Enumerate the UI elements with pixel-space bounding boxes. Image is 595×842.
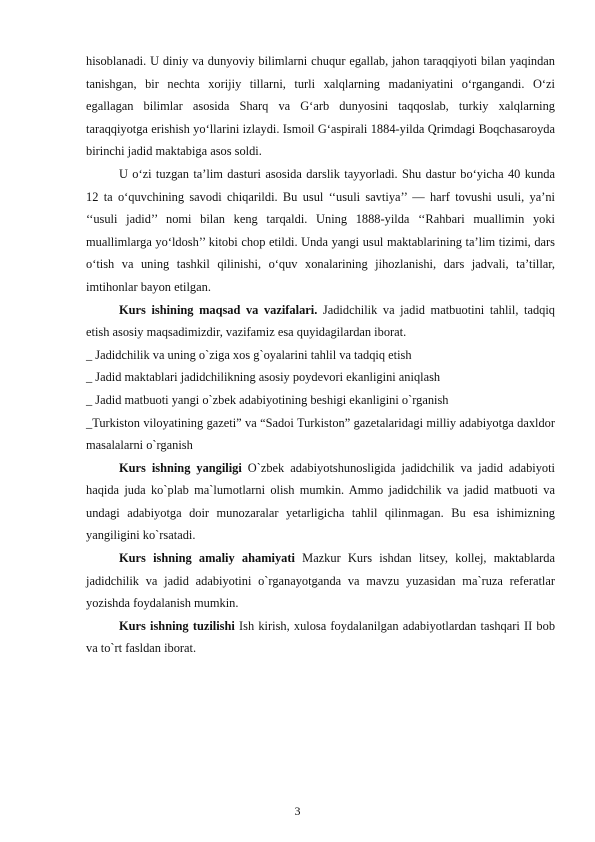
structure-heading: Kurs ishning tuzilishi (119, 618, 235, 633)
paragraph-curriculum (86, 163, 555, 299)
list-item-text: _ Jadid matbuoti yangi o`zbek adabiyotining beshigi ekanligini o`rganish (86, 392, 449, 407)
paragraph-text: Ish kirish, xulosa foydalanilgan adabiyotlardan tashqari II bob va to`rt fasldan iborat. (86, 618, 556, 656)
paragraph-goals (86, 299, 555, 344)
list-item (86, 412, 555, 457)
list-item (86, 366, 555, 389)
goals-heading: Kurs ishining maqsad va vazifalari. (119, 302, 318, 317)
list-item-text: _ Jadidchilik va uning o`ziga xos g`oyalarini tahlil va tadqiq etish (86, 347, 412, 362)
list-item (86, 389, 555, 412)
paragraph-structure (86, 615, 555, 660)
paragraph-novelty (86, 457, 555, 547)
body-text (86, 50, 555, 660)
list-item-text: _Turkiston viloyatining gazeti” va “Sadoi Turkiston” gazetalaridagi milliy adabiyotga daxldor masalalarni o`rganish (86, 415, 555, 453)
list-item-text: _ Jadid maktablari jadidchilikning asosiy poydevori ekanligini aniqlash (86, 370, 441, 385)
practical-heading: Kurs ishning amaliy ahamiyati (119, 551, 295, 566)
paragraph-text: Mazkur Kurs ishdan litsey, kollej, maktablarda jadidchilik va jadid adabiyotini o`rganayotganda va mavzu yuzasidan ma`ruza referatlar yozishda foydalanish mumkin. (86, 551, 555, 611)
list-item (86, 344, 555, 367)
paragraph-text: hisoblanadi. U diniy va dunyoviy bilimlarni chuqur egallab, jahon taraqqiyoti bilan yaqindan tanishgan, bir nechta xorijiy tillarni, turli xalqlarning madaniyatini o‘rgangandi. O‘zi egallagan bilimlar asosida Sharq va G‘arb dunyosini taqqoslab, turkiy xalqlarning taraqqiyotga erishish yo‘llarini izlaydi. Ismoil G‘aspirali 1884-yilda Qrimdagi Boqchasaroyda birinchi jadid maktabiga asos soldi. (86, 54, 555, 159)
paragraph-intro (86, 50, 555, 163)
paragraph-text: O`zbek adabiyotshunosligida jadidchilik va jadid adabiyoti haqida juda ko`plab ma`lumotlarni olish mumkin. Ammo jadidchilik va jadid matbuoti va undagi adabiyotga doir munozaralar yetarligicha tahlil qilinmagan. Bu esa ishimizning yangiligini ko`rsatadi. (86, 460, 555, 543)
page-number: 3 (294, 804, 301, 818)
paragraph-text: U o‘zi tuzgan ta’lim dasturi asosida darslik tayyorladi. Shu dastur bo‘yicha 40 kunda 12 ta o‘quvchining savodi chiqarildi. Bu usul ‘‘usuli savtiya’’ — harf tovushi usuli, ya’ni ‘‘usuli jadid’’ nomi bilan keng tarqaldi. Uning 1888-yilda ‘‘Rahbari muallimin yoki muallimlarga yo‘ldosh’’ kitobi chop etildi. Unda yangi usul maktablarining ta’lim tizimi, dars o‘tish va uning tashkil qilinishi, o‘quv xonalarining jihozlanishi, dars jadvali, ta’tillar, imtihonlar bayon etilgan. (86, 166, 555, 294)
novelty-heading: Kurs ishning yangiligi (119, 460, 242, 475)
paragraph-text: Jadidchilik va jadid matbuotini tahlil, tadqiq etish asosiy maqsadimizdir, vazifamiz esa quyidagilardan iborat. (86, 302, 555, 340)
paragraph-practical (86, 547, 555, 615)
